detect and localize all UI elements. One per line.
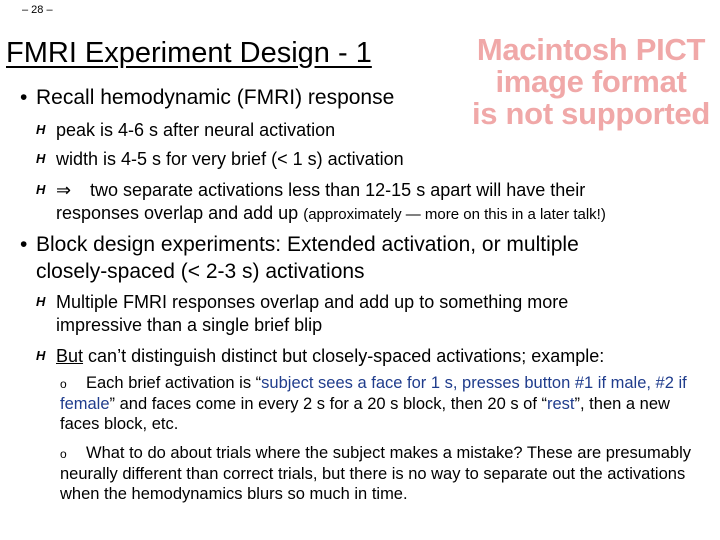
- subpoint-text: peak is 4-6 s after neural activation: [56, 120, 336, 140]
- bullet-icon: •: [20, 233, 28, 256]
- bullet-icon: •: [20, 86, 28, 109]
- slide-title: FMRI Experiment Design - 1: [6, 37, 372, 69]
- bullet-text: Block design experiments: Extended activation, or multiple: [36, 233, 579, 256]
- subpoint-text-continued: impressive than a single brief blip: [56, 315, 323, 335]
- emphasis-but: But: [56, 346, 84, 366]
- bullet-text: Recall hemodynamic (FMRI) response: [36, 86, 395, 109]
- sub-bullet-icon: H: [36, 182, 46, 197]
- subpoint-text: two separate activations less than 12-15 s apart will have their: [90, 180, 586, 200]
- bullet-recall: [20, 86, 394, 110]
- subpoint-multiple: [36, 290, 676, 337]
- placeholder-line-1: Macintosh PICT: [476, 32, 706, 67]
- sub-bullet-icon: H: [36, 348, 46, 363]
- example-text: What to do about trials where the subject makes a mistake? These are presumably neurally different than correct trials, but there is no way to separate out the activations when the hemodynamics blurs so much in time.: [60, 444, 691, 503]
- quoted-rest: rest: [547, 395, 575, 413]
- placeholder-line-3: is not supported: [471, 96, 711, 131]
- subpoint-peak: [36, 118, 335, 142]
- subpoint-but: [36, 344, 604, 368]
- sub-bullet-icon: H: [36, 151, 46, 166]
- implies-arrow-icon: ⇒: [56, 180, 72, 200]
- bullet-block-design: [20, 231, 700, 285]
- subpoint-text: Multiple FMRI responses overlap and add up to something more: [56, 292, 569, 312]
- example-mistakes: [60, 443, 710, 504]
- subpoint-text: can’t distinguish distinct but closely-spaced activations; example:: [88, 346, 605, 366]
- page-number: – 28 –: [22, 4, 53, 16]
- example-faces: [60, 373, 710, 434]
- quoted-task: subject sees a face for 1 s, presses button #1 if male, #2 if female: [60, 374, 687, 413]
- placeholder-line-2: image format: [495, 64, 687, 99]
- subpoint-width: [36, 147, 404, 171]
- subpoint-overlap: [36, 178, 706, 226]
- aside-note: (approximately — more on this in a later talk!): [303, 206, 606, 223]
- example-text-b: ” and faces come in every 2 s for a 20 s block, then 20 s of “: [109, 395, 547, 413]
- subpoint-text: width is 4-5 s for very brief (< 1 s) activation: [56, 149, 404, 169]
- circle-bullet-icon: o: [60, 377, 67, 391]
- sub-bullet-icon: H: [36, 294, 46, 309]
- subpoint-text-continued: responses overlap and add up: [56, 203, 299, 223]
- bullet-text-continued: closely-spaced (< 2-3 s) activations: [36, 260, 365, 283]
- sub-bullet-icon: H: [36, 122, 46, 137]
- circle-bullet-icon: o: [60, 447, 67, 461]
- example-text-a: Each brief activation is “: [86, 374, 262, 392]
- example-text-c: ”, then a new faces block, etc.: [60, 395, 670, 433]
- unsupported-image-placeholder: [462, 34, 720, 130]
